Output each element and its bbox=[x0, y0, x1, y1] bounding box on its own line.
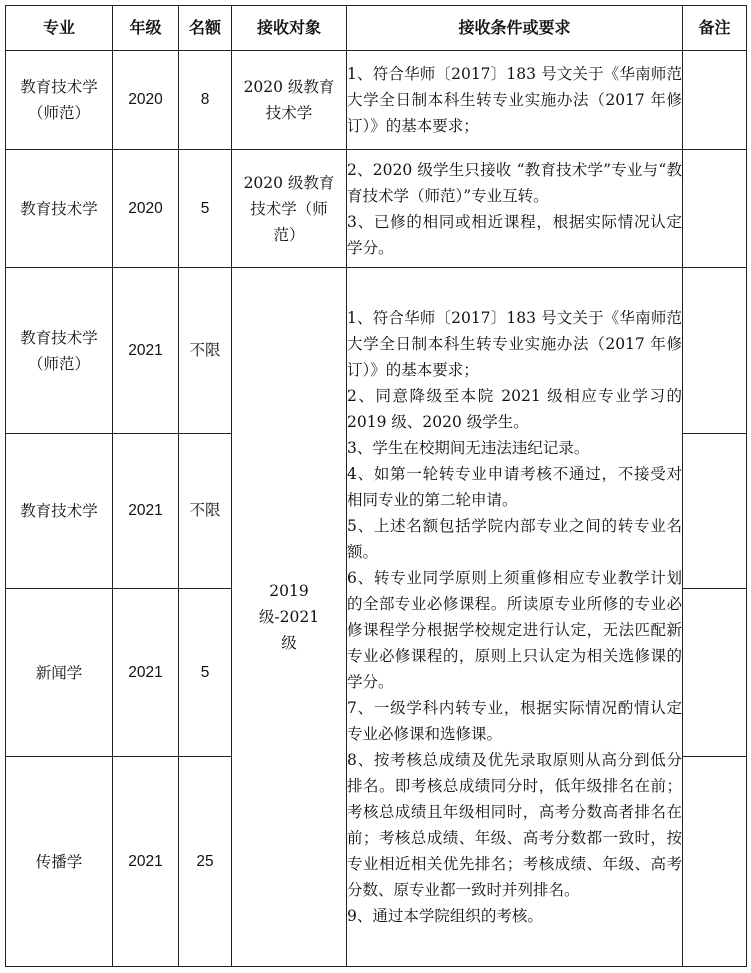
major-text: 新闻学 bbox=[35, 663, 83, 682]
quota-cell: 25 bbox=[179, 757, 232, 967]
condition-item: 4、如第一轮转专业申请考核不通过，不接受对相同专业的第二轮申请。 bbox=[347, 465, 682, 509]
header-remarks: 备注 bbox=[683, 6, 747, 51]
target-text: 2020 级教育技术学（师范） bbox=[243, 173, 335, 244]
condition-item: 3、已修的相同或相近课程，根据实际情况认定学分。 bbox=[347, 212, 682, 257]
major-text: 教育技术学（师范） bbox=[20, 328, 98, 373]
major-cell bbox=[6, 434, 113, 589]
quota-cell: 5 bbox=[179, 150, 232, 268]
condition-item: 5、上述名额包括学院内部专业之间的转专业名额。 bbox=[347, 517, 682, 561]
remarks-cell bbox=[683, 589, 747, 757]
major-text: 教育技术学 bbox=[20, 502, 98, 520]
remarks-cell bbox=[683, 434, 747, 589]
condition-item: 3、学生在校期间无违法违纪记录。 bbox=[347, 439, 590, 457]
remarks-cell bbox=[683, 150, 747, 268]
header-grade: 年级 bbox=[113, 6, 179, 51]
condition-item: 8、按考核总成绩及优先录取原则从高分到低分排名。即考核总成绩同分时，低年级排名在前；考核总成绩且年级相同时，高考分数高者排名在前；考核总成绩、年级、高考分数都一致时，按专业相近相关优先排名；考核成绩、年级、高考分数、原专业都一致时并列排名。 bbox=[347, 751, 682, 899]
condition-item: 1、符合华师〔2017〕183 号文关于《华南师范大学全日制本科生转专业实施办法（2017 年修订）》的基本要求； bbox=[347, 65, 682, 135]
condition-item: 2、2020 级学生只接收 “教育技术学”专业与“教育技术学（师范）”专业互转。 bbox=[347, 160, 682, 205]
major-text: 传播学 bbox=[35, 852, 83, 871]
grade-cell: 2020 bbox=[113, 51, 179, 150]
grade-cell: 2020 bbox=[113, 150, 179, 268]
remarks-cell bbox=[683, 268, 747, 434]
conditions-cell bbox=[347, 268, 683, 967]
grade-cell: 2021 bbox=[113, 757, 179, 967]
major-cell bbox=[6, 589, 113, 757]
major-cell bbox=[6, 51, 113, 150]
quota-cell: 5 bbox=[179, 589, 232, 757]
remarks-cell bbox=[683, 757, 747, 967]
header-quota: 名额 bbox=[179, 6, 232, 51]
condition-item: 1、符合华师〔2017〕183 号文关于《华南师范大学全日制本科生转专业实施办法（2017 年修订）》的基本要求； bbox=[347, 309, 682, 379]
quota-cell: 不限 bbox=[179, 434, 232, 589]
conditions-cell bbox=[347, 150, 683, 268]
table-row bbox=[6, 51, 747, 150]
target-cell bbox=[232, 268, 347, 967]
header-row bbox=[6, 6, 747, 51]
target-cell bbox=[232, 150, 347, 268]
quota-cell: 8 bbox=[179, 51, 232, 150]
remarks-cell bbox=[683, 51, 747, 150]
transfer-requirements-table bbox=[5, 5, 747, 967]
header-target: 接收对象 bbox=[232, 6, 347, 51]
condition-item: 9、通过本学院组织的考核。 bbox=[347, 907, 543, 925]
condition-item: 6、转专业同学原则上须重修相应专业教学计划的全部专业必修课程。所读原专业所修的专业必修课程学分根据学校规定进行认定，无法匹配新专业必修课程的，原则上只认定为相关选修课的学分。 bbox=[347, 569, 682, 691]
target-text: 2019 级-2021 级 bbox=[258, 582, 320, 652]
target-cell bbox=[232, 51, 347, 150]
conditions-cell bbox=[347, 51, 683, 150]
table-row bbox=[6, 150, 747, 268]
major-text: 教育技术学（师范） bbox=[20, 78, 98, 122]
condition-item: 2、同意降级至本院 2021 级相应专业学习的 2019 级、2020 级学生。 bbox=[347, 387, 682, 431]
grade-cell: 2021 bbox=[113, 589, 179, 757]
target-text: 2020 级教育技术学 bbox=[243, 78, 335, 122]
condition-item: 7、一级学科内转专业，根据实际情况酌情认定专业必修课和选修课。 bbox=[347, 699, 682, 743]
header-major: 专业 bbox=[6, 6, 113, 51]
major-text: 教育技术学 bbox=[20, 199, 98, 218]
header-conditions: 接收条件或要求 bbox=[347, 6, 683, 51]
grade-cell: 2021 bbox=[113, 268, 179, 434]
table-row bbox=[6, 268, 747, 434]
major-cell bbox=[6, 150, 113, 268]
major-cell bbox=[6, 757, 113, 967]
grade-cell: 2021 bbox=[113, 434, 179, 589]
major-cell bbox=[6, 268, 113, 434]
quota-cell: 不限 bbox=[179, 268, 232, 434]
